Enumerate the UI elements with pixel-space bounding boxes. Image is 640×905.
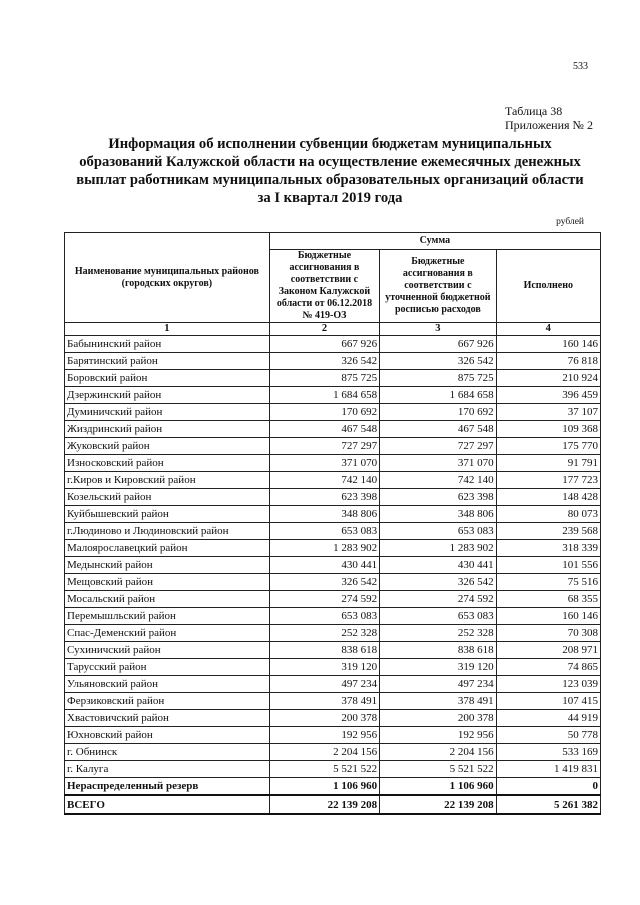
row-refined-value: 371 070 xyxy=(380,455,496,472)
row-executed-value: 75 516 xyxy=(496,574,600,591)
row-executed-value: 74 865 xyxy=(496,659,600,676)
table-row xyxy=(65,625,601,642)
row-name: Жиздринский район xyxy=(65,421,270,438)
row-name: Юхновский район xyxy=(65,727,270,744)
table-row xyxy=(65,472,601,489)
row-executed-value: 37 107 xyxy=(496,404,600,421)
row-executed-value: 1 419 831 xyxy=(496,761,600,778)
row-name: Медынский район xyxy=(65,557,270,574)
row-executed-value: 107 415 xyxy=(496,693,600,710)
table-row xyxy=(65,455,601,472)
row-name: Мосальский район xyxy=(65,591,270,608)
row-law-value: 348 806 xyxy=(269,506,379,523)
row-refined-value: 326 542 xyxy=(380,574,496,591)
row-refined-value: 192 956 xyxy=(380,727,496,744)
row-refined-value: 200 378 xyxy=(380,710,496,727)
units-label: рублей xyxy=(556,217,584,227)
row-law-value: 326 542 xyxy=(269,353,379,370)
table-row xyxy=(65,387,601,404)
row-executed-value: 76 818 xyxy=(496,353,600,370)
row-law-value: 5 521 522 xyxy=(269,761,379,778)
column-number: 4 xyxy=(496,323,600,336)
row-refined-value: 875 725 xyxy=(380,370,496,387)
column-number: 3 xyxy=(380,323,496,336)
row-refined-value: 1 684 658 xyxy=(380,387,496,404)
row-executed-value: 68 355 xyxy=(496,591,600,608)
title-line-1: Информация об исполнении субвенции бюджетам муниципальных xyxy=(108,136,552,152)
row-law-value: 252 328 xyxy=(269,625,379,642)
row-law-value: 1 106 960 xyxy=(269,778,379,796)
row-refined-value: 1 283 902 xyxy=(380,540,496,557)
row-executed-value: 210 924 xyxy=(496,370,600,387)
row-name: Малоярославецкий район xyxy=(65,540,270,557)
table-row xyxy=(65,591,601,608)
row-refined-value: 497 234 xyxy=(380,676,496,693)
document-title xyxy=(60,135,600,207)
row-law-value: 667 926 xyxy=(269,336,379,353)
row-name: Барятинский район xyxy=(65,353,270,370)
row-executed-value: 91 791 xyxy=(496,455,600,472)
table-row xyxy=(65,438,601,455)
column-number: 2 xyxy=(269,323,379,336)
row-refined-value: 319 120 xyxy=(380,659,496,676)
row-law-value: 371 070 xyxy=(269,455,379,472)
table-row xyxy=(65,659,601,676)
table-row xyxy=(65,727,601,744)
table-body xyxy=(65,336,601,778)
row-refined-value: 653 083 xyxy=(380,523,496,540)
row-executed-value: 318 339 xyxy=(496,540,600,557)
row-name: Износковский район xyxy=(65,455,270,472)
row-law-value: 653 083 xyxy=(269,523,379,540)
row-law-value: 497 234 xyxy=(269,676,379,693)
row-name: г.Людиново и Людиновский район xyxy=(65,523,270,540)
row-refined-value: 252 328 xyxy=(380,625,496,642)
page-number: 533 xyxy=(573,61,588,72)
table-row xyxy=(65,693,601,710)
row-law-value: 875 725 xyxy=(269,370,379,387)
row-name: Ферзиковский район xyxy=(65,693,270,710)
row-executed-value: 148 428 xyxy=(496,489,600,506)
table-row xyxy=(65,336,601,353)
row-law-value: 1 684 658 xyxy=(269,387,379,404)
row-refined-value: 1 106 960 xyxy=(380,778,496,796)
row-name: ВСЕГО xyxy=(65,795,270,814)
total-row xyxy=(65,795,601,814)
row-name: Сухиничский район xyxy=(65,642,270,659)
header-sum-group: Сумма xyxy=(269,233,600,250)
row-name: Тарусский район xyxy=(65,659,270,676)
table-row xyxy=(65,489,601,506)
row-name: Бабынинский район xyxy=(65,336,270,353)
header-refined-allocations: Бюджетные ассигнования в соответствии с уточненной бюджетной росписью расходов xyxy=(380,250,496,323)
row-law-value: 430 441 xyxy=(269,557,379,574)
row-executed-value: 70 308 xyxy=(496,625,600,642)
row-name: Жуковский район xyxy=(65,438,270,455)
row-refined-value: 653 083 xyxy=(380,608,496,625)
row-executed-value: 80 073 xyxy=(496,506,600,523)
table-number: Таблица 38 xyxy=(504,104,563,118)
table-row xyxy=(65,642,601,659)
table-row xyxy=(65,761,601,778)
row-law-value: 838 618 xyxy=(269,642,379,659)
row-law-value: 274 592 xyxy=(269,591,379,608)
row-name: Боровский район xyxy=(65,370,270,387)
row-executed-value: 5 261 382 xyxy=(496,795,600,814)
row-refined-value: 467 548 xyxy=(380,421,496,438)
row-refined-value: 326 542 xyxy=(380,353,496,370)
row-law-value: 319 120 xyxy=(269,659,379,676)
table-row xyxy=(65,353,601,370)
title-line-3: выплат работникам муниципальных образовательных организаций области xyxy=(76,172,584,188)
row-executed-value: 239 568 xyxy=(496,523,600,540)
row-executed-value: 177 723 xyxy=(496,472,600,489)
row-refined-value: 667 926 xyxy=(380,336,496,353)
row-law-value: 192 956 xyxy=(269,727,379,744)
table-row xyxy=(65,608,601,625)
subvention-table xyxy=(64,232,601,815)
row-refined-value: 727 297 xyxy=(380,438,496,455)
table-row xyxy=(65,574,601,591)
row-law-value: 22 139 208 xyxy=(269,795,379,814)
row-executed-value: 44 919 xyxy=(496,710,600,727)
table-row xyxy=(65,557,601,574)
row-law-value: 653 083 xyxy=(269,608,379,625)
row-executed-value: 123 039 xyxy=(496,676,600,693)
row-name: Ульяновский район xyxy=(65,676,270,693)
row-executed-value: 50 778 xyxy=(496,727,600,744)
row-name: Куйбышевский район xyxy=(65,506,270,523)
table-row xyxy=(65,540,601,557)
row-refined-value: 742 140 xyxy=(380,472,496,489)
row-name: г. Калуга xyxy=(65,761,270,778)
row-executed-value: 101 556 xyxy=(496,557,600,574)
row-law-value: 1 283 902 xyxy=(269,540,379,557)
table-row xyxy=(65,370,601,387)
row-name: г.Киров и Кировский район xyxy=(65,472,270,489)
table-row xyxy=(65,744,601,761)
table-row xyxy=(65,404,601,421)
header-law-allocations: Бюджетные ассигнования в соответствии с Законом Калужской области от 06.12.2018 № 419-ОЗ xyxy=(269,250,379,323)
row-name: Дзержинский район xyxy=(65,387,270,404)
row-refined-value: 5 521 522 xyxy=(380,761,496,778)
title-line-2: образований Калужской области на осуществление ежемесячных денежных xyxy=(79,154,581,170)
row-refined-value: 430 441 xyxy=(380,557,496,574)
row-refined-value: 378 491 xyxy=(380,693,496,710)
row-executed-value: 208 971 xyxy=(496,642,600,659)
table-row xyxy=(65,710,601,727)
row-name: Хвастовичский район xyxy=(65,710,270,727)
row-name: Спас-Деменский район xyxy=(65,625,270,642)
row-name: Мещовский район xyxy=(65,574,270,591)
row-refined-value: 22 139 208 xyxy=(380,795,496,814)
row-executed-value: 175 770 xyxy=(496,438,600,455)
row-executed-value: 396 459 xyxy=(496,387,600,404)
row-law-value: 378 491 xyxy=(269,693,379,710)
title-line-4: за I квартал 2019 года xyxy=(257,190,403,206)
row-refined-value: 2 204 156 xyxy=(380,744,496,761)
row-name: Нераспределенный резерв xyxy=(65,778,270,796)
row-name: Перемышльский район xyxy=(65,608,270,625)
row-law-value: 742 140 xyxy=(269,472,379,489)
row-law-value: 2 204 156 xyxy=(269,744,379,761)
row-refined-value: 170 692 xyxy=(380,404,496,421)
table-row xyxy=(65,421,601,438)
table-row xyxy=(65,523,601,540)
row-executed-value: 160 146 xyxy=(496,608,600,625)
row-refined-value: 623 398 xyxy=(380,489,496,506)
header-executed: Исполнено xyxy=(496,250,600,323)
row-refined-value: 274 592 xyxy=(380,591,496,608)
row-refined-value: 348 806 xyxy=(380,506,496,523)
row-name: г. Обнинск xyxy=(65,744,270,761)
header-name: Наименование муниципальных районов (городских округов) xyxy=(65,233,270,323)
row-law-value: 623 398 xyxy=(269,489,379,506)
row-executed-value: 109 368 xyxy=(496,421,600,438)
reserve-row xyxy=(65,778,601,796)
table-reference xyxy=(505,104,593,132)
row-name: Думиничский район xyxy=(65,404,270,421)
row-name: Козельский район xyxy=(65,489,270,506)
row-executed-value: 160 146 xyxy=(496,336,600,353)
column-number-row xyxy=(65,323,601,336)
row-law-value: 200 378 xyxy=(269,710,379,727)
column-number: 1 xyxy=(65,323,270,336)
row-law-value: 467 548 xyxy=(269,421,379,438)
appendix-number: Приложения № 2 xyxy=(504,118,593,132)
row-law-value: 326 542 xyxy=(269,574,379,591)
table-row xyxy=(65,506,601,523)
row-executed-value: 0 xyxy=(496,778,600,796)
table-row xyxy=(65,676,601,693)
row-law-value: 727 297 xyxy=(269,438,379,455)
row-law-value: 170 692 xyxy=(269,404,379,421)
row-executed-value: 533 169 xyxy=(496,744,600,761)
row-refined-value: 838 618 xyxy=(380,642,496,659)
